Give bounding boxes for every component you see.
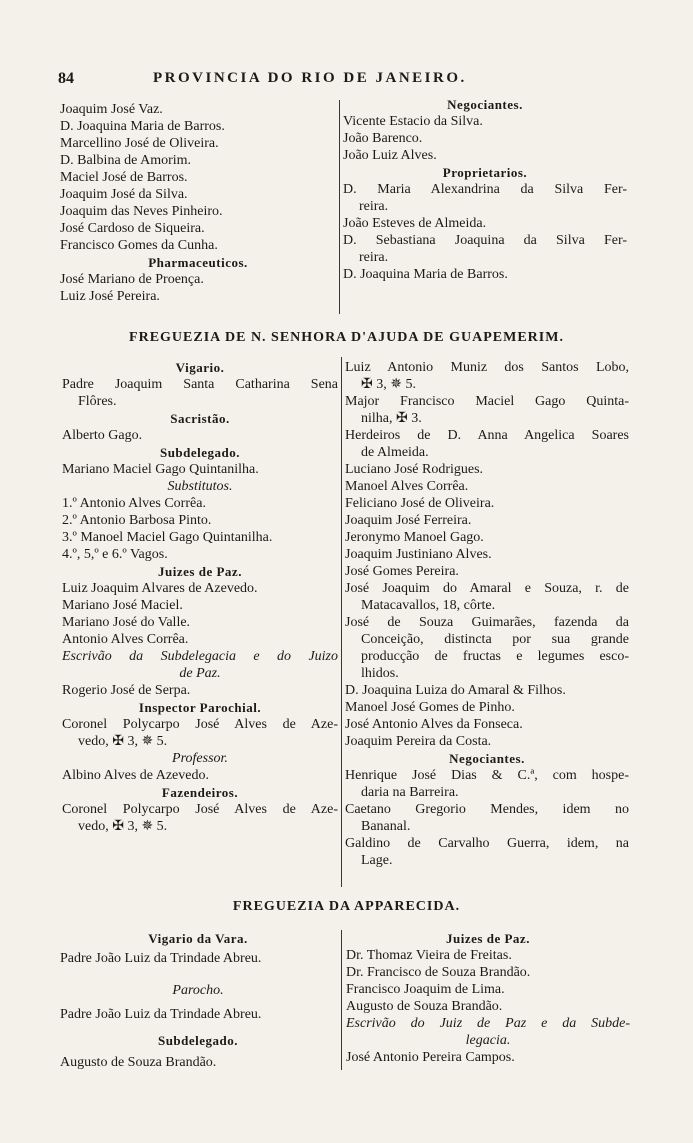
list-item: Joaquim José Vaz. xyxy=(60,102,163,117)
list-item: José Cardoso de Siqueira. xyxy=(60,221,205,236)
list-item: João Luiz Alves. xyxy=(343,148,437,163)
list-item: Joaquim Pereira da Costa. xyxy=(345,734,492,749)
list-item: Mariano José Maciel. xyxy=(62,598,183,613)
list-item: Joaquim das Neves Pinheiro. xyxy=(60,204,223,219)
list-item: João Barenco. xyxy=(343,131,423,146)
list-item: Padre João Luiz da Trindade Abreu. xyxy=(60,951,262,966)
running-title: PROVINCIA DO RIO DE JANEIRO. xyxy=(153,70,467,86)
heading-subdelegado: Subdelegado. xyxy=(159,445,241,460)
list-item: Herdeiros de D. Anna Angelica Soares xyxy=(345,428,629,443)
heading-subdelegado: Subdelegado. xyxy=(157,1033,239,1048)
list-item-continuation: Matacavallos, 18, côrte. xyxy=(361,598,496,613)
list-item: José Joaquim do Amaral e Souza, r. de xyxy=(345,581,629,596)
list-item-continuation: nilha, ✠ 3. xyxy=(361,411,422,426)
list-item: Padre Joaquim Santa Catharina Sena xyxy=(62,377,338,392)
list-item: D. Sebastiana Joaquina da Silva Fer- xyxy=(343,233,627,248)
heading-substitutos: Substitutos. xyxy=(167,479,233,494)
list-item: Rogerio José de Serpa. xyxy=(62,683,191,698)
column-divider xyxy=(341,930,342,1070)
list-item: Vicente Estacio da Silva. xyxy=(343,114,483,129)
list-item: D. Joaquina Luiza do Amaral & Filhos. xyxy=(345,683,566,698)
list-item: Luciano José Rodrigues. xyxy=(345,462,484,477)
list-item-continuation: Lage. xyxy=(361,853,393,868)
list-item: D. Joaquina Maria de Barros. xyxy=(343,267,508,282)
list-item: Padre João Luiz da Trindade Abreu. xyxy=(60,1007,262,1022)
list-item: Mariano Maciel Gago Quintanilha. xyxy=(62,462,259,477)
list-item: Jeronymo Manoel Gago. xyxy=(345,530,484,545)
list-item: Dr. Thomaz Vieira de Freitas. xyxy=(346,948,512,963)
heading-negociantes: Negociantes. xyxy=(449,751,525,766)
list-item: Escrivão do Juiz de Paz e da Subde- xyxy=(346,1016,630,1031)
list-item: Joaquim Justiniano Alves. xyxy=(345,547,492,562)
section-title-apparecida: FREGUEZIA DA APPARECIDA. xyxy=(232,899,461,914)
list-item: Augusto de Souza Brandão. xyxy=(60,1055,217,1070)
list-item-continuation: producção de fructas e legumes esco- xyxy=(361,649,629,664)
list-item-continuation: vedo, ✠ 3, ✵ 5. xyxy=(78,734,168,749)
list-item-continuation: Conceição, distincta por sua grande xyxy=(361,632,629,647)
list-item: Caetano Gregorio Mendes, idem no xyxy=(345,802,629,817)
list-item: José Mariano de Proença. xyxy=(60,272,204,287)
list-item-continuation: lhidos. xyxy=(361,666,399,681)
list-item: Joaquim José da Silva. xyxy=(60,187,188,202)
heading-fazendeiros: Fazendeiros. xyxy=(161,785,239,800)
list-item-continuation: reira. xyxy=(359,250,389,265)
s1-right-column xyxy=(345,359,629,869)
list-item: Maciel José de Barros. xyxy=(60,170,188,185)
list-item: Francisco Joaquim de Lima. xyxy=(346,982,505,997)
list-item: Galdino de Carvalho Guerra, idem, na xyxy=(345,836,629,851)
heading-juizes-de-paz: Juizes de Paz. xyxy=(446,931,530,946)
top-right-column xyxy=(343,96,627,283)
heading-negociantes: Negociantes. xyxy=(447,97,523,112)
list-item: Francisco Gomes da Cunha. xyxy=(60,238,218,253)
page-number: 84 xyxy=(58,70,74,87)
section-title-guapemerim: FREGUEZIA DE N. SENHORA D'AJUDA DE GUAPEMERIM. xyxy=(129,330,564,345)
column-divider xyxy=(341,357,342,887)
list-item-continuation: daria na Barreira. xyxy=(361,785,459,800)
list-item: José Antonio Pereira Campos. xyxy=(346,1050,515,1065)
list-item-continuation: reira. xyxy=(359,199,389,214)
list-item: Major Francisco Maciel Gago Quinta- xyxy=(345,394,629,409)
heading-professor: Professor. xyxy=(172,751,228,766)
top-left-column xyxy=(60,101,336,305)
list-item: José Gomes Pereira. xyxy=(345,564,459,579)
s2-left-column xyxy=(60,930,336,1071)
list-item: Luiz Joaquim Alvares de Azevedo. xyxy=(62,581,258,596)
heading-vigario-da-vara: Vigario da Vara. xyxy=(148,931,248,946)
list-item-continuation: ✠ 3, ✵ 5. xyxy=(361,377,416,392)
list-item: D. Balbina de Amorim. xyxy=(60,153,192,168)
list-item: Feliciano José de Oliveira. xyxy=(345,496,495,511)
list-item: Luiz José Pereira. xyxy=(60,289,160,304)
s2-right-column xyxy=(346,930,630,1066)
list-item: José Antonio Alves da Fonseca. xyxy=(345,717,523,732)
list-item: Augusto de Souza Brandão. xyxy=(346,999,503,1014)
heading-vigario: Vigario. xyxy=(175,360,225,375)
list-item-continuation: Flôres. xyxy=(78,394,117,409)
list-item: Marcellino José de Oliveira. xyxy=(60,136,219,151)
list-item: D. Maria Alexandrina da Silva Fer- xyxy=(343,182,627,197)
heading-inspector-parochial: Inspector Parochial. xyxy=(138,700,262,715)
list-item-continuation: de Paz. xyxy=(179,666,221,681)
heading-juizes-de-paz: Juizes de Paz. xyxy=(158,564,242,579)
s1-left-column xyxy=(62,359,338,835)
list-item: Alberto Gago. xyxy=(62,428,143,443)
heading-sacristao: Sacristão. xyxy=(170,411,230,426)
list-item: D. Joaquina Maria de Barros. xyxy=(60,119,225,134)
list-item: 3.º Manoel Maciel Gago Quintanilha. xyxy=(62,530,273,545)
list-item: Albino Alves de Azevedo. xyxy=(62,768,209,783)
list-item: Coronel Polycarpo José Alves de Aze- xyxy=(62,717,338,732)
list-item: Antonio Alves Corrêa. xyxy=(62,632,189,647)
list-item-continuation: Bananal. xyxy=(361,819,411,834)
list-item: 2.º Antonio Barbosa Pinto. xyxy=(62,513,212,528)
heading-proprietarios: Proprietarios. xyxy=(442,165,528,180)
list-item: Coronel Polycarpo José Alves de Aze- xyxy=(62,802,338,817)
list-item-continuation: legacia. xyxy=(465,1033,511,1048)
list-item: José de Souza Guimarães, fazenda da xyxy=(345,615,629,630)
list-item: 4.º, 5,º e 6.º Vagos. xyxy=(62,547,168,562)
list-item: Joaquim José Ferreira. xyxy=(345,513,472,528)
running-header xyxy=(58,70,543,92)
list-item: 1.º Antonio Alves Corrêa. xyxy=(62,496,206,511)
list-item: Manoel José Gomes de Pinho. xyxy=(345,700,515,715)
list-item: Mariano José do Valle. xyxy=(62,615,191,630)
list-item-continuation: de Almeida. xyxy=(361,445,429,460)
list-item: Dr. Francisco de Souza Brandão. xyxy=(346,965,531,980)
heading-pharmaceuticos: Pharmaceuticos. xyxy=(148,255,248,270)
list-item: Escrivão da Subdelegacia e do Juizo xyxy=(62,649,338,664)
list-item-continuation: vedo, ✠ 3, ✵ 5. xyxy=(78,819,168,834)
heading-parocho: Parocho. xyxy=(172,983,224,998)
column-divider xyxy=(339,100,340,314)
list-item: Luiz Antonio Muniz dos Santos Lobo, xyxy=(345,360,629,375)
list-item: Manoel Alves Corrêa. xyxy=(345,479,469,494)
list-item: Henrique José Dias & C.ª, com hospe- xyxy=(345,768,629,783)
list-item: João Esteves de Almeida. xyxy=(343,216,487,231)
